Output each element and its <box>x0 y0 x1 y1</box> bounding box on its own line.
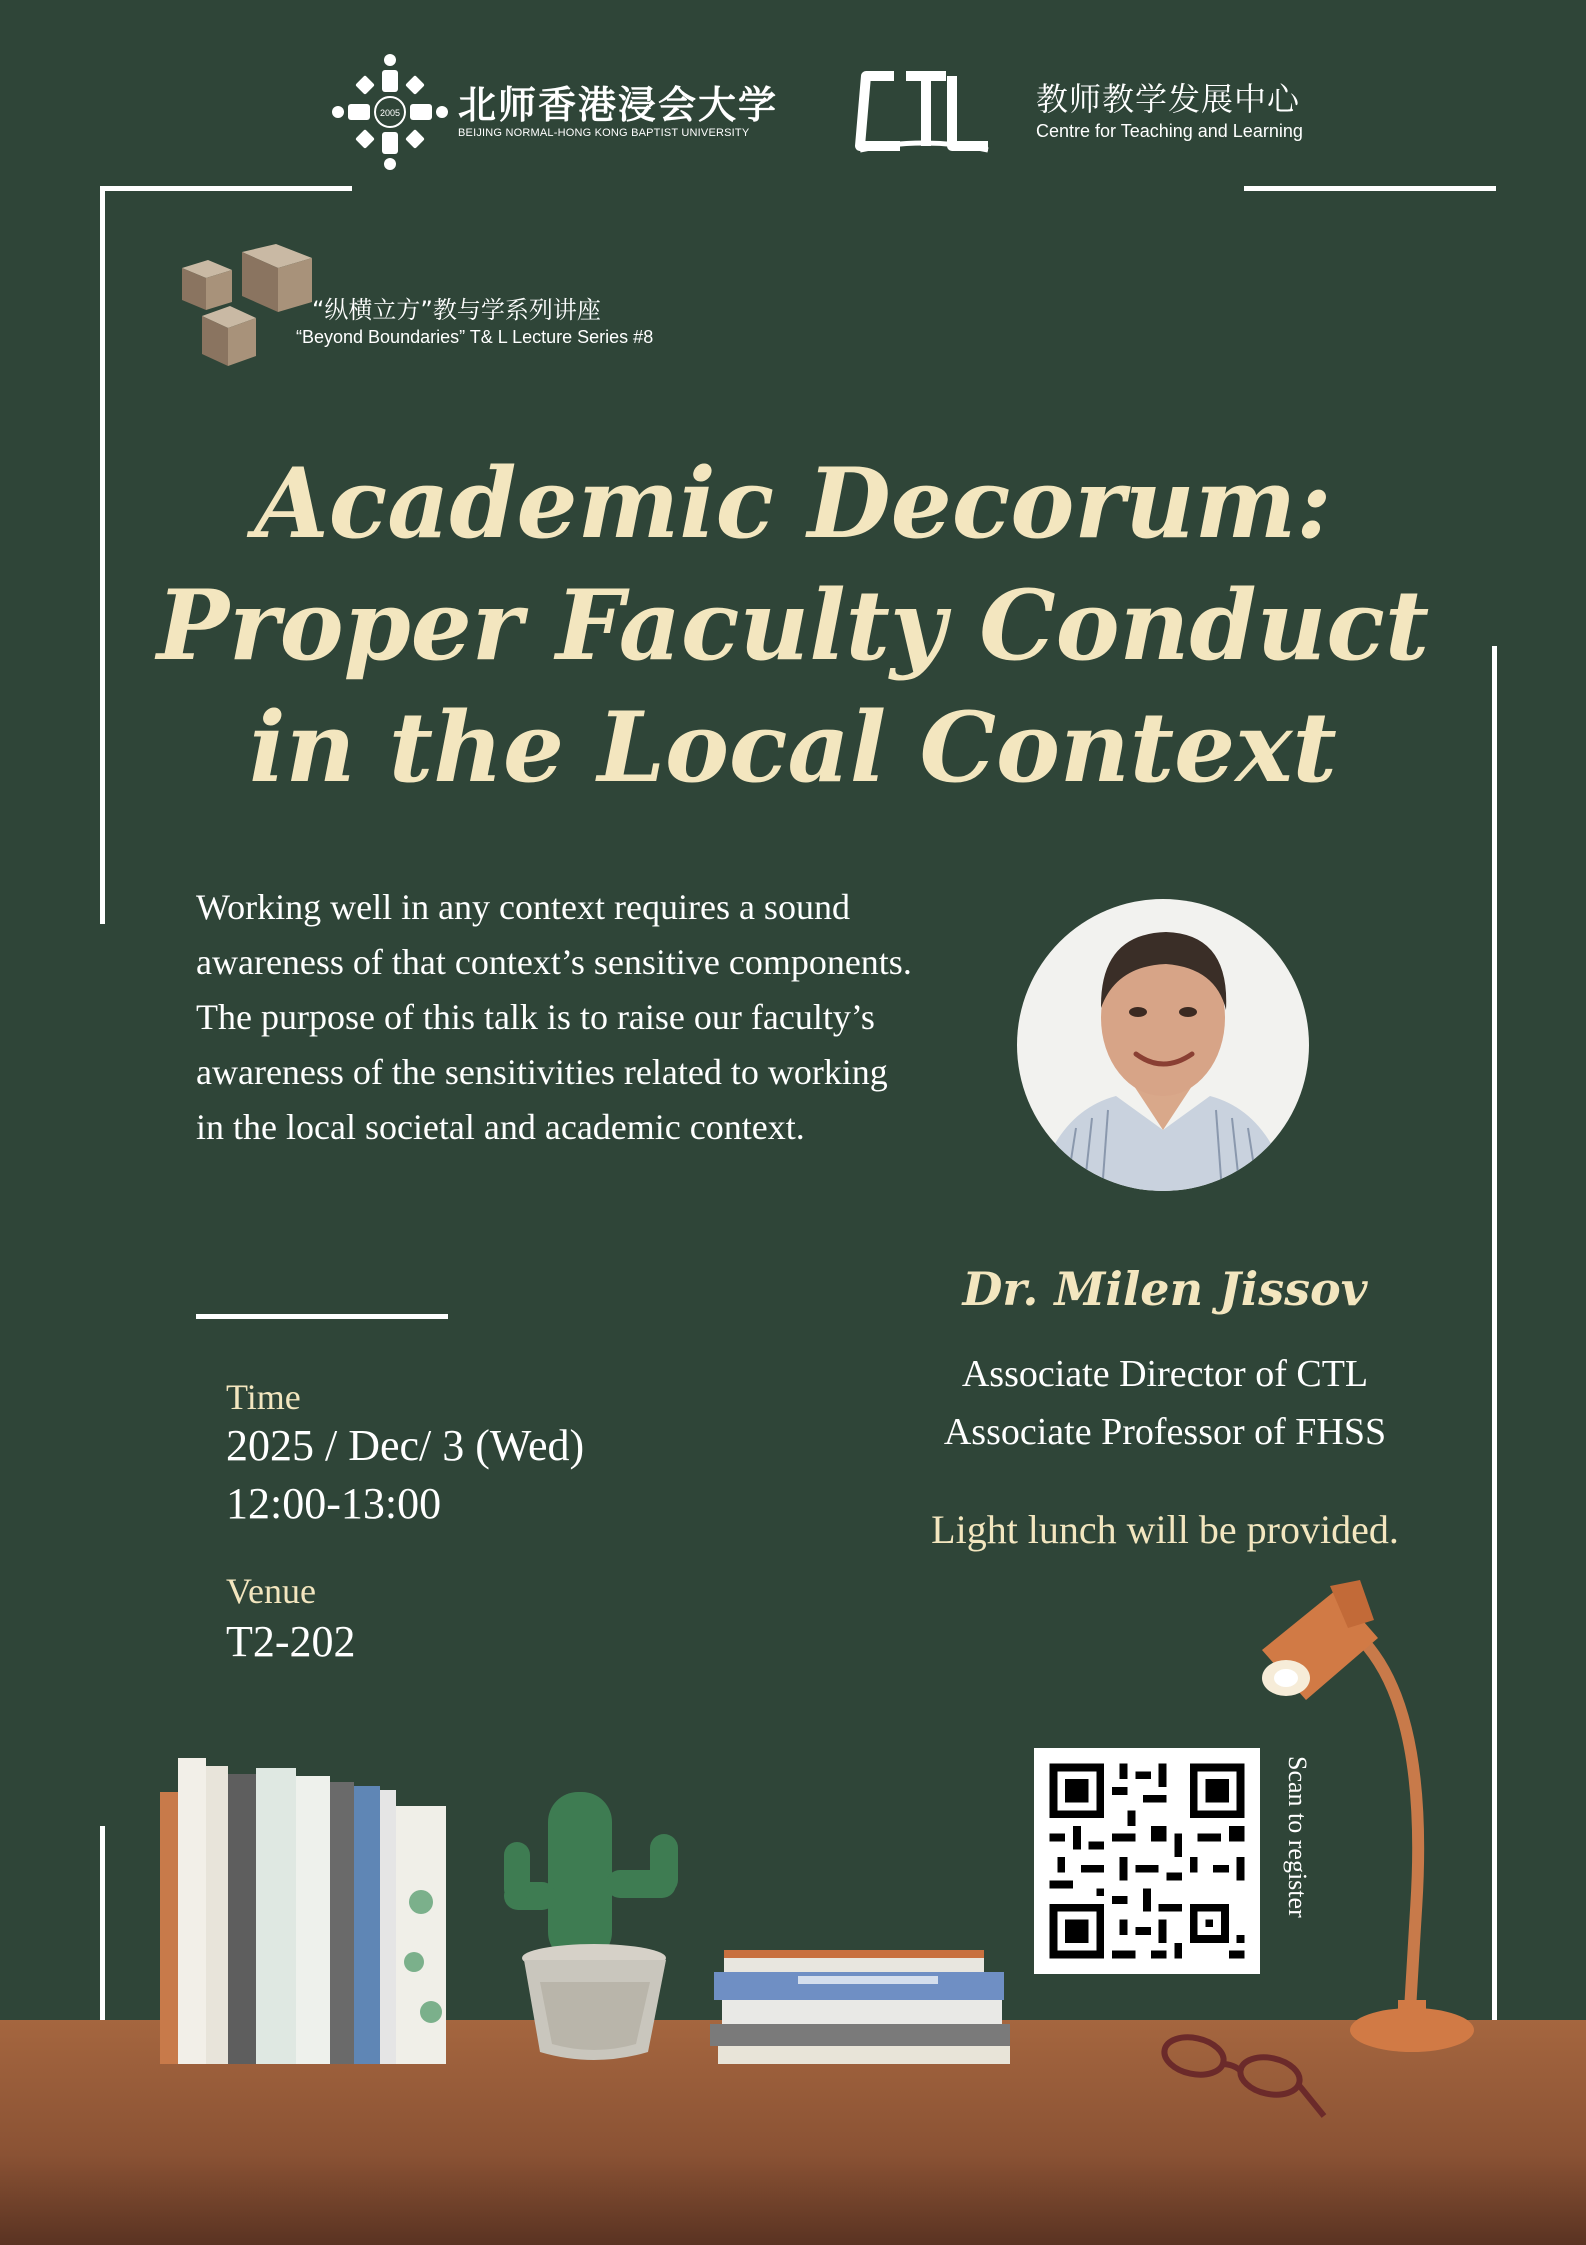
university-logo-icon <box>330 52 450 172</box>
event-date: 2025 / Dec/ 3 (Wed) <box>226 1421 585 1470</box>
flat-books-icon <box>708 1946 1018 2068</box>
speaker-avatar <box>1016 898 1310 1192</box>
series-title-cn: “纵横立方”教与学系列讲座 <box>312 296 601 324</box>
ctl-logo-icon <box>854 66 994 156</box>
qr-code-icon <box>1034 1748 1260 1974</box>
description-divider <box>196 1314 448 1319</box>
university-logo-year: 2005 <box>379 108 401 118</box>
frame-line-left-upper <box>100 186 105 924</box>
event-time: 12:00-13:00 <box>226 1479 442 1528</box>
speaker-role-2: Associate Professor of FHSS <box>943 1411 1387 1453</box>
title-line-3: in the Local Context <box>249 691 1337 804</box>
venue-label: Venue <box>226 1571 316 1611</box>
desk-lamp-icon <box>1250 1580 1510 2060</box>
registration-qr-code[interactable] <box>1034 1748 1260 1974</box>
qr-caption: Scan to register <box>1283 1756 1312 1918</box>
series-title-en: “Beyond Boundaries” T& L Lecture Series #8 <box>296 327 654 347</box>
event-venue: T2-202 <box>226 1617 356 1666</box>
lunch-note: Light lunch will be provided. <box>931 1507 1399 1552</box>
cubes-icon <box>180 240 314 370</box>
frame-line-top-left <box>100 186 352 191</box>
talk-description: Working well in any context requires a sound awareness of that context’s sensitive components. The purpose of this talk is to raise our faculty’s awareness of the sensitivities related to working in the local societal and academic context. <box>196 887 912 1147</box>
university-name-en: BEIJING NORMAL-HONG KONG BAPTIST UNIVERSITY <box>458 127 750 139</box>
university-name-cn: 北师香港浸会大学 <box>458 83 779 127</box>
title-line-1: Academic Decorum: <box>254 447 1332 560</box>
glasses-icon <box>1150 2020 1330 2120</box>
book-stack-icon <box>156 1752 456 2068</box>
ctl-name-cn: 教师教学发展中心 <box>1036 80 1301 118</box>
frame-line-top-right <box>1244 186 1496 191</box>
time-label: Time <box>226 1377 301 1417</box>
frame-line-left-lower <box>100 1826 105 2020</box>
cactus-icon <box>500 1782 696 2068</box>
speaker-name: Dr. Milen Jissov <box>962 1262 1368 1316</box>
speaker-role-1: Associate Director of CTL <box>961 1353 1369 1395</box>
title-line-2: Proper Faculty Conduct <box>156 569 1430 682</box>
ctl-name-en: Centre for Teaching and Learning <box>1036 121 1303 141</box>
